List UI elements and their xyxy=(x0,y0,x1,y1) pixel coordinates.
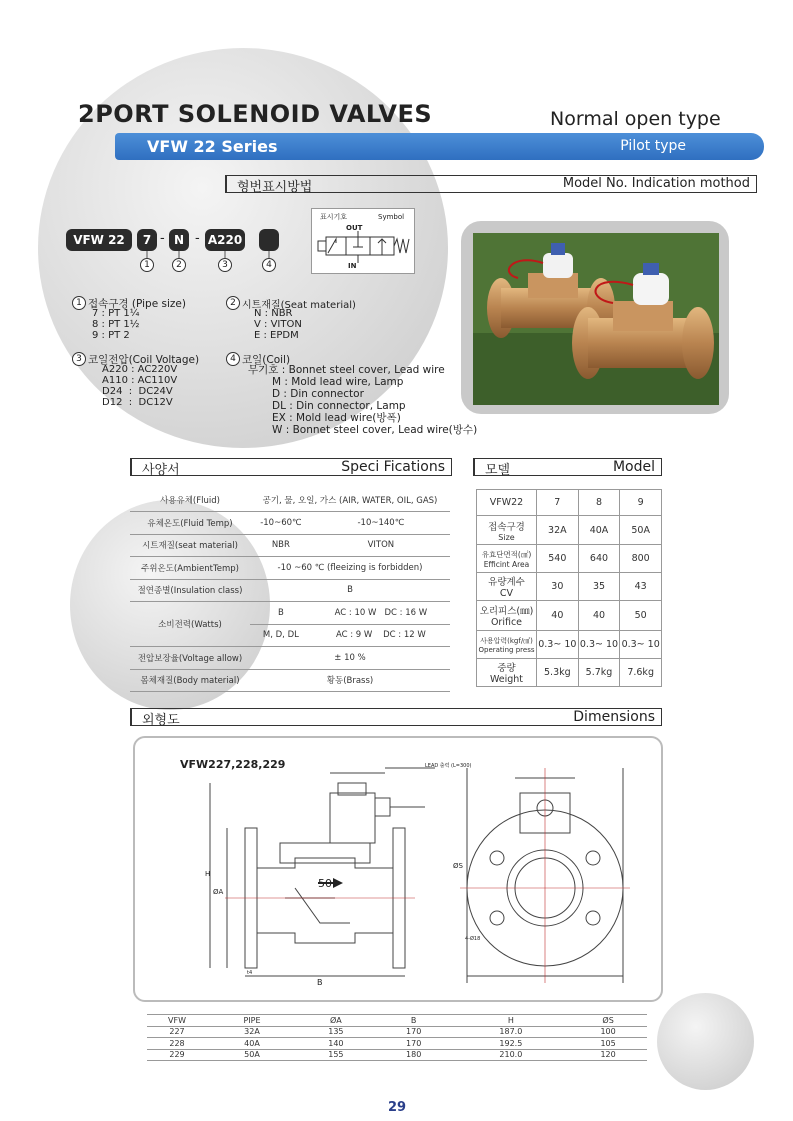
seat-line-2: V : VITON xyxy=(254,319,302,330)
valve-symbol-icon xyxy=(316,231,414,263)
drawing-t: t4 xyxy=(247,970,253,976)
dim-head: PIPE xyxy=(207,1015,297,1027)
dim-cell: 229 xyxy=(147,1049,207,1061)
spec-table xyxy=(130,489,450,692)
dim-cell: 155 xyxy=(297,1049,375,1061)
drawing-dS: ØS xyxy=(453,862,463,870)
spec-label-en: Speci Fications xyxy=(341,459,445,475)
spec-voltage-label: 전압보장율(Voltage allow) xyxy=(130,647,250,670)
pipe-size-line-1: 7 : PT 1¼ xyxy=(92,308,140,319)
model-row-en: Efficint Area xyxy=(483,559,530,569)
model-row-en: Weight xyxy=(489,674,524,685)
model-row-ko: 오리피스(㎜) xyxy=(479,606,534,617)
dim-label-ko: 외형도 xyxy=(142,713,180,728)
seat-line-1: N : NBR xyxy=(254,308,293,319)
coil-line-6: W : Bonnet steel cover, Lead wire(방수) xyxy=(272,424,478,436)
code-seat: N xyxy=(169,229,189,251)
model-head-3: 9 xyxy=(620,490,662,516)
seat-line-3: E : EPDM xyxy=(254,330,299,341)
code-dash-2: - xyxy=(195,231,200,246)
dim-table xyxy=(147,1014,647,1061)
table-row xyxy=(147,1049,647,1061)
spec-seat-v1: NBR xyxy=(250,534,312,557)
model-no-label-en: Model No. Indication mothod xyxy=(562,176,750,191)
model-row-en: Operating press xyxy=(478,645,535,654)
spec-fluid-temp-v2: -10~140℃ xyxy=(312,512,450,535)
code-num-2: 2 xyxy=(172,258,186,272)
spec-watts-r1a: B xyxy=(250,602,312,625)
symbol-box xyxy=(311,208,415,274)
model-cell: 40 xyxy=(537,601,579,631)
coil-line-2: M : Mold lead wire, Lamp xyxy=(272,376,404,388)
seat-title: 시트재질(Seat material) xyxy=(242,300,356,311)
dim-head: ØA xyxy=(297,1015,375,1027)
code-num-3: 3 xyxy=(218,258,232,272)
symbol-label-en: Symbol xyxy=(378,213,405,221)
page-number: 29 xyxy=(388,1100,407,1115)
dim-head: ØS xyxy=(569,1015,647,1027)
code-dash-1: - xyxy=(160,231,165,246)
spec-label-ko: 사양서 xyxy=(142,463,180,478)
coil-line-4: DL : Din connector, Lamp xyxy=(272,400,406,412)
symbol-out: OUT xyxy=(346,224,363,232)
model-row-label xyxy=(477,545,537,573)
series-bar xyxy=(115,133,764,160)
code-num-4: 4 xyxy=(262,258,276,272)
table-row xyxy=(477,516,662,545)
code-base: VFW 22 xyxy=(66,229,132,251)
coil-title: 코일(Coil) xyxy=(242,354,291,366)
table-row xyxy=(477,659,662,687)
model-head-2: 8 xyxy=(578,490,620,516)
model-cell: 40 xyxy=(578,601,620,631)
valve-photo-icon xyxy=(473,233,719,405)
spec-seat-v2: VITON xyxy=(312,534,450,557)
model-cell: 5.7kg xyxy=(578,659,620,687)
code-num-1: 1 xyxy=(140,258,154,272)
model-label-en: Model xyxy=(612,459,655,475)
drawing-title: VFW227,228,229 xyxy=(180,758,286,771)
spec-fluid-value: 공기, 물, 오일, 가스 (AIR, WATER, OIL, GAS) xyxy=(250,489,450,512)
spec-fluid-label: 사용유체(Fluid) xyxy=(130,489,250,512)
model-cell: 43 xyxy=(620,573,662,601)
model-cell: 540 xyxy=(537,545,579,573)
table-row xyxy=(130,647,450,670)
model-row-label xyxy=(477,631,537,659)
dim-cell: 227 xyxy=(147,1026,207,1038)
spec-watts-r1b: AC : 10 W DC : 16 W xyxy=(312,602,450,625)
model-cell: 5.3kg xyxy=(537,659,579,687)
model-table xyxy=(476,489,662,687)
model-cell: 800 xyxy=(620,545,662,573)
model-cell: 30 xyxy=(537,573,579,601)
dim-cell: 120 xyxy=(569,1049,647,1061)
drawing-holes: 4-Ø18 xyxy=(465,936,481,942)
model-row-ko: 중량 xyxy=(497,663,516,674)
model-row-ko: 사용압력(kgf/㎠) xyxy=(480,636,533,645)
table-row xyxy=(147,1015,647,1027)
model-cell: 7.6kg xyxy=(620,659,662,687)
code-connectors xyxy=(130,248,290,262)
table-row xyxy=(130,579,450,602)
table-row xyxy=(130,489,450,512)
dim-header xyxy=(130,708,662,726)
dim-cell: 32A xyxy=(207,1026,297,1038)
model-row-ko: 접속구경 xyxy=(488,521,525,533)
table-row xyxy=(477,545,662,573)
model-cell: 35 xyxy=(578,573,620,601)
model-cell: 50 xyxy=(620,601,662,631)
product-photo xyxy=(473,233,719,405)
table-row xyxy=(130,512,450,535)
dim-cell: 135 xyxy=(297,1026,375,1038)
dim-cell: 50A xyxy=(207,1049,297,1061)
spec-voltage-value: ± 10 % xyxy=(250,647,450,670)
dim-cell: 105 xyxy=(569,1038,647,1050)
dim-cell: 187.0 xyxy=(453,1026,570,1038)
model-row-ko: 유효단면적(㎠) xyxy=(481,549,532,559)
model-no-label-ko: 형번표시방법 xyxy=(237,180,313,195)
pipe-size-title: 접속구경 (Pipe size) xyxy=(88,298,186,310)
coil-voltage-line-1: A220 : AC220V xyxy=(102,364,178,375)
dim-cell: 192.5 xyxy=(453,1038,570,1050)
spec-watts-r2a: M, D, DL xyxy=(250,624,312,647)
pipe-size-line-3: 9 : PT 2 xyxy=(92,330,130,341)
spec-fluid-temp-label: 유체온도(Fluid Temp) xyxy=(130,512,250,535)
model-no-header xyxy=(225,175,757,193)
dim-label-en: Dimensions xyxy=(573,709,655,725)
coil-line-1: 무기호 : Bonnet steel cover, Lead wire xyxy=(248,364,445,376)
symbol-in: IN xyxy=(348,262,357,270)
spec-body-value: 황동(Brass) xyxy=(250,669,450,692)
pipe-size-line-2: 8 : PT 1½ xyxy=(92,319,140,330)
drawing-frame xyxy=(133,736,663,1002)
model-cell: 40A xyxy=(578,516,620,545)
code-pipe: 7 xyxy=(137,229,157,251)
table-row xyxy=(477,573,662,601)
spec-insulation-value: B xyxy=(250,579,450,602)
table-row xyxy=(477,490,662,516)
model-cell: 0.3~ 10 xyxy=(578,631,620,659)
spec-watts-label: 소비전력(Watts) xyxy=(130,602,250,647)
dim-head: H xyxy=(453,1015,570,1027)
drawing-arrow-label: 50 xyxy=(318,877,332,890)
table-row xyxy=(130,602,450,625)
model-row-en: Orifice xyxy=(490,617,523,628)
dim-cell: 140 xyxy=(297,1038,375,1050)
spec-insulation-label: 절연종별(Insulation class) xyxy=(130,579,250,602)
drawing-dA: ØA xyxy=(213,888,224,896)
dim-cell: 170 xyxy=(375,1038,453,1050)
spec-header xyxy=(130,458,452,476)
coil-voltage-line-4: D12 : DC12V xyxy=(102,397,173,408)
spec-ambient-value: -10 ~60 ℃ (fleeizing is forbidden) xyxy=(250,557,450,580)
model-row-en: CV xyxy=(499,588,514,599)
model-cell: 32A xyxy=(537,516,579,545)
dim-cell: 228 xyxy=(147,1038,207,1050)
coil-line-3: D : Din connector xyxy=(272,388,364,400)
model-header xyxy=(473,458,662,476)
table-row xyxy=(130,557,450,580)
table-row xyxy=(477,631,662,659)
model-cell: 0.3~ 10 xyxy=(620,631,662,659)
code-voltage: A220 xyxy=(205,229,245,251)
table-row xyxy=(147,1038,647,1050)
model-head-1: 7 xyxy=(537,490,579,516)
model-row-en: Size xyxy=(498,532,515,542)
bg-circle-small xyxy=(657,993,754,1090)
dim-cell: 170 xyxy=(375,1026,453,1038)
pilot-type: Pilot type xyxy=(620,138,686,154)
table-row xyxy=(477,601,662,631)
model-row-label xyxy=(477,516,537,545)
model-row-label xyxy=(477,573,537,601)
drawing-lead-label: LEAD 출력 (L=300) xyxy=(425,763,472,769)
series-name: VFW 22 Series xyxy=(147,137,278,156)
dim-cell: 210.0 xyxy=(453,1049,570,1061)
coil-voltage-num: 3 xyxy=(72,352,86,366)
seat-num: 2 xyxy=(226,296,240,310)
model-head-0: VFW22 xyxy=(477,490,537,516)
drawing-H: H xyxy=(205,870,211,878)
table-row xyxy=(147,1026,647,1038)
dim-cell: 180 xyxy=(375,1049,453,1061)
coil-voltage-line-3: D24 : DC24V xyxy=(102,386,173,397)
page-title: 2PORT SOLENOID VALVES xyxy=(78,100,433,128)
pipe-size-num: 1 xyxy=(72,296,86,310)
page-subtitle: Normal open type xyxy=(550,108,721,130)
valve-drawing-icon xyxy=(135,738,665,1004)
coil-line-5: EX : Mold lead wire(방폭) xyxy=(272,412,401,424)
model-cell: 50A xyxy=(620,516,662,545)
model-row-label xyxy=(477,601,537,631)
coil-voltage-line-2: A110 : AC110V xyxy=(102,375,178,386)
model-cell: 640 xyxy=(578,545,620,573)
symbol-label-ko: 표시기호 xyxy=(320,213,348,221)
coil-voltage-title: 코일전압(Coil Voltage) xyxy=(88,354,200,366)
spec-fluid-temp-v1: -10~60℃ xyxy=(250,512,312,535)
coil-num: 4 xyxy=(226,352,240,366)
dim-cell: 40A xyxy=(207,1038,297,1050)
model-row-label xyxy=(477,659,537,687)
table-row xyxy=(130,669,450,692)
dim-cell: 100 xyxy=(569,1026,647,1038)
model-label-ko: 모델 xyxy=(485,463,511,478)
spec-body-label: 몸체재질(Body material) xyxy=(130,669,250,692)
dim-head: VFW xyxy=(147,1015,207,1027)
spec-seat-label: 시트재질(seat material) xyxy=(130,534,250,557)
spec-ambient-label: 주위온도(AmbientTemp) xyxy=(130,557,250,580)
table-row xyxy=(130,534,450,557)
drawing-B: B xyxy=(317,978,323,987)
dim-head: B xyxy=(375,1015,453,1027)
spec-watts-r2b: AC : 9 W DC : 12 W xyxy=(312,624,450,647)
model-row-ko: 유량계수 xyxy=(488,577,525,588)
model-cell: 0.3~ 10 xyxy=(537,631,579,659)
